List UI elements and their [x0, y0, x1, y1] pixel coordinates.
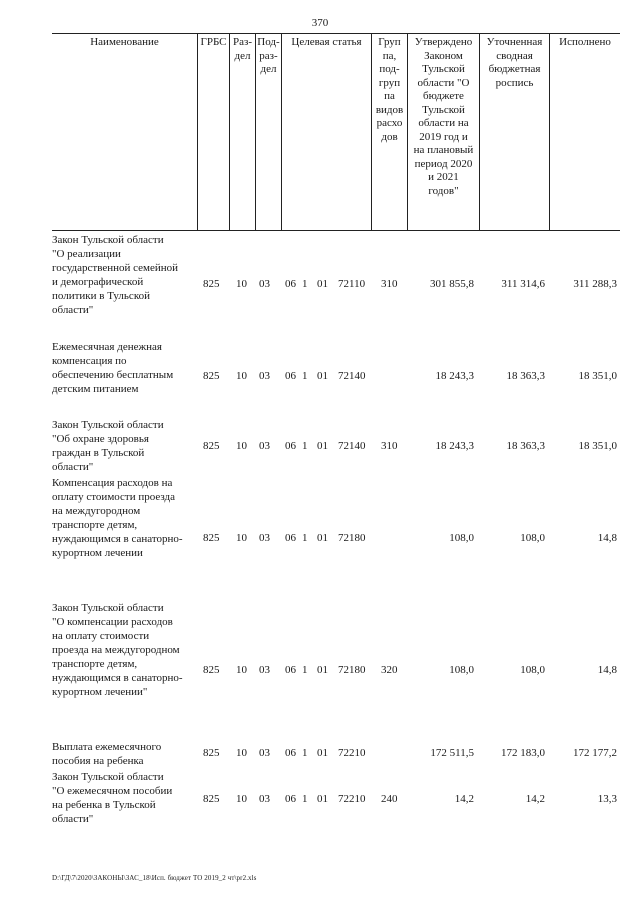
cell-razdel: 10	[236, 793, 247, 805]
cell-target-3: 01	[317, 370, 328, 382]
cell-target-1: 06	[285, 278, 296, 290]
cell-target-3: 01	[317, 747, 328, 759]
cell-group: 310	[381, 440, 398, 452]
page-number: 370	[311, 17, 329, 29]
cell-grbs: 825	[203, 532, 220, 544]
cell-executed: 18 351,0	[578, 440, 617, 452]
cell-target-3: 01	[317, 532, 328, 544]
header-executed: Исполнено	[559, 36, 611, 48]
cell-group: 240	[381, 793, 398, 805]
row-name: Ежемесячная денежная компенсация по обеспечению бесплатным детским питанием	[52, 341, 174, 395]
cell-approved: 108,0	[449, 532, 474, 544]
cell-podrazdel: 03	[259, 278, 270, 290]
cell-target-3: 01	[317, 793, 328, 805]
cell-target-2: 1	[302, 747, 308, 759]
cell-refined: 108,0	[520, 664, 545, 676]
header-podrazdel: Под- раз- дел	[256, 34, 282, 230]
cell-refined: 14,2	[525, 793, 545, 805]
cell-target-4: 72180	[338, 664, 366, 676]
cell-approved: 172 511,5	[430, 747, 474, 759]
cell-approved: 14,2	[454, 793, 474, 805]
cell-approved: 18 243,3	[435, 370, 474, 382]
cell-target-2: 1	[302, 278, 308, 290]
cell-target-1: 06	[285, 370, 296, 382]
cell-approved: 108,0	[449, 664, 474, 676]
cell-target-1: 06	[285, 440, 296, 452]
cell-target-3: 01	[317, 440, 328, 452]
cell-razdel: 10	[236, 370, 247, 382]
cell-grbs: 825	[203, 664, 220, 676]
cell-razdel: 10	[236, 532, 247, 544]
cell-razdel: 10	[236, 747, 247, 759]
cell-target-3: 01	[317, 278, 328, 290]
cell-executed: 311 288,3	[573, 278, 617, 290]
cell-target-1: 06	[285, 793, 296, 805]
header-razdel: Раз- дел	[230, 34, 256, 230]
cell-podrazdel: 03	[259, 747, 270, 759]
cell-podrazdel: 03	[259, 793, 270, 805]
cell-target-4: 72180	[338, 532, 366, 544]
cell-refined: 18 363,3	[506, 440, 545, 452]
cell-target-2: 1	[302, 664, 308, 676]
cell-executed: 14,8	[597, 532, 617, 544]
cell-executed: 13,3	[597, 793, 617, 805]
cell-target-1: 06	[285, 664, 296, 676]
cell-podrazdel: 03	[259, 370, 270, 382]
cell-refined: 18 363,3	[506, 370, 545, 382]
row-name: Выплата ежемесячного пособия на ребенка	[52, 741, 162, 767]
cell-target-2: 1	[302, 793, 308, 805]
header-grbs: ГРБС	[198, 34, 230, 230]
cell-grbs: 825	[203, 440, 220, 452]
file-path-footer: D:\ГД\7\2020\ЗАКОНЫ\ЗАС_18\Исп. бюджет ТО 2019_2 чт\pr2.xls	[52, 874, 257, 882]
header-name: Наименование	[52, 34, 198, 230]
header-refined-schedule: Уточненная сводная бюджетная роспись	[480, 34, 550, 230]
table-header	[52, 33, 620, 231]
cell-podrazdel: 03	[259, 532, 270, 544]
cell-podrazdel: 03	[259, 440, 270, 452]
cell-grbs: 825	[203, 747, 220, 759]
cell-target-1: 06	[285, 532, 296, 544]
cell-target-3: 01	[317, 664, 328, 676]
cell-refined: 311 314,6	[501, 278, 545, 290]
cell-approved: 18 243,3	[435, 440, 474, 452]
cell-target-4: 72210	[338, 747, 366, 759]
cell-target-4: 72140	[338, 370, 366, 382]
header-expense-group: Груп па, под- груп па видов расхо дов	[372, 34, 408, 230]
header-approved: Утверждено Законом Тульской области "О бюджете Тульской области на 2019 год и на плановый период 2020 и 2021 годов"	[408, 34, 480, 230]
cell-refined: 172 183,0	[501, 747, 545, 759]
cell-razdel: 10	[236, 664, 247, 676]
cell-executed: 172 177,2	[573, 747, 617, 759]
cell-podrazdel: 03	[259, 664, 270, 676]
cell-grbs: 825	[203, 370, 220, 382]
row-name: Закон Тульской области "О компенсации расходов на оплату стоимости проезда на междугородном транспорте детям, нуждающимся в санаторно- курортном лечении"	[52, 602, 183, 698]
row-name: Закон Тульской области "Об охране здоровья граждан в Тульской области"	[52, 419, 164, 473]
cell-target-1: 06	[285, 747, 296, 759]
row-name: Закон Тульской области "О реализации государственной семейной и демографической политики в Тульской области"	[52, 234, 179, 316]
cell-razdel: 10	[236, 278, 247, 290]
cell-group: 320	[381, 664, 398, 676]
cell-razdel: 10	[236, 440, 247, 452]
cell-target-4: 72210	[338, 793, 366, 805]
cell-target-4: 72140	[338, 440, 366, 452]
header-target-article: Целевая статья	[282, 34, 372, 230]
cell-target-4: 72110	[338, 278, 366, 290]
row-name: Закон Тульской области "О ежемесячном пособии на ребенка в Тульской области"	[52, 771, 173, 825]
cell-target-2: 1	[302, 370, 308, 382]
cell-grbs: 825	[203, 793, 220, 805]
cell-approved: 301 855,8	[430, 278, 474, 290]
cell-executed: 14,8	[597, 664, 617, 676]
cell-group: 310	[381, 278, 398, 290]
cell-executed: 18 351,0	[578, 370, 617, 382]
row-name: Компенсация расходов на оплату стоимости проезда на междугородном транспорте детям, нуждающимся в санаторно- курортном лечении	[52, 477, 183, 559]
cell-target-2: 1	[302, 440, 308, 452]
cell-grbs: 825	[203, 278, 220, 290]
cell-refined: 108,0	[520, 532, 545, 544]
cell-target-2: 1	[302, 532, 308, 544]
